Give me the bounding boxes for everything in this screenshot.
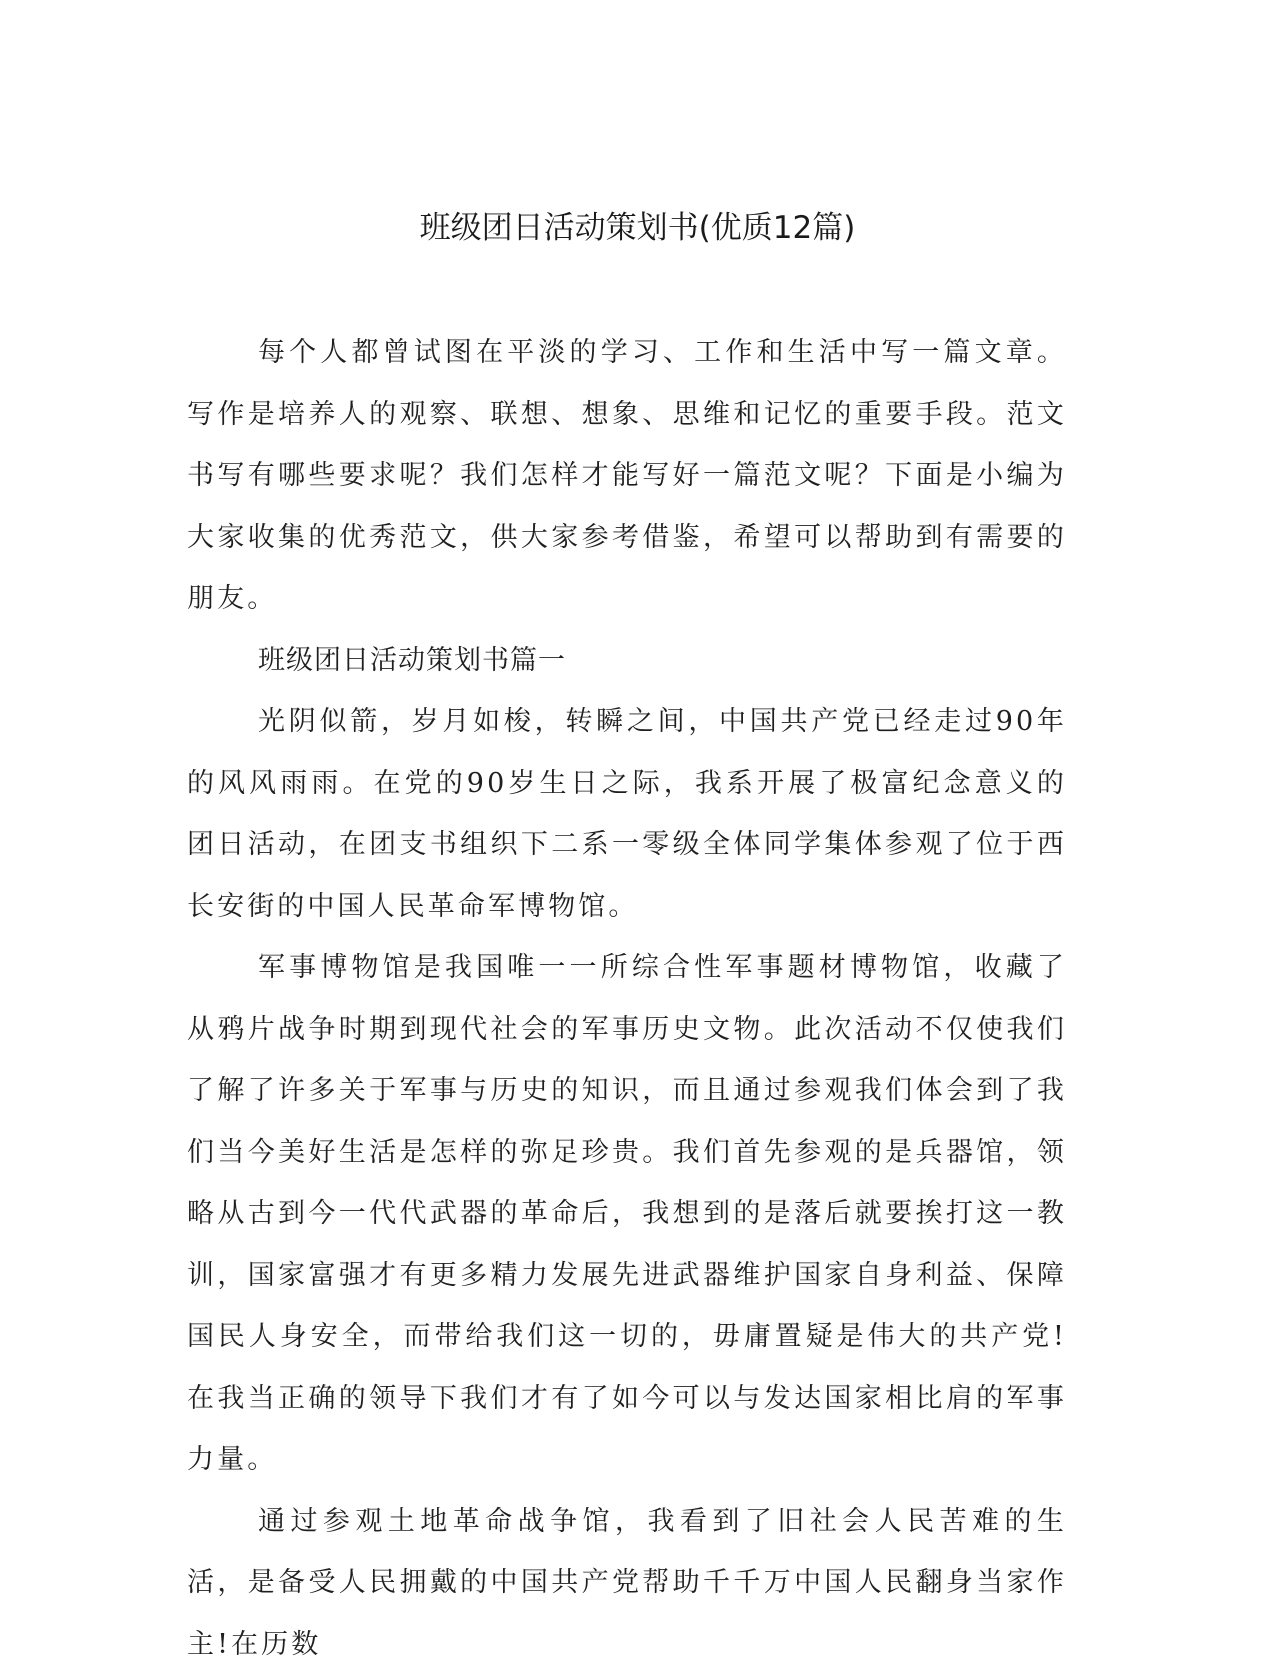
intro-paragraph: 每个人都曾试图在平淡的学习、工作和生活中写一篇文章。写作是培养人的观察、联想、想象、思维和记忆的重要手段。范文书写有哪些要求呢？我们怎样才能写好一篇范文呢？下面是小编为大家收集的优秀范文，供大家参考借鉴，希望可以帮助到有需要的朋友。: [187, 322, 1067, 630]
body-paragraph: 通过参观土地革命战争馆，我看到了旧社会人民苦难的生活，是备受人民拥戴的中国共产党帮助千千万中国人民翻身当家作主!在历数: [187, 1491, 1067, 1675]
body-paragraph: 光阴似箭，岁月如梭，转瞬之间，中国共产党已经走过90年的风风雨雨。在党的90岁生日之际，我系开展了极富纪念意义的团日活动，在团支书组织下二系一零级全体同学集体参观了位于西长安街的中国人民革命军博物馆。: [187, 691, 1067, 937]
section-heading: 班级团日活动策划书篇一: [187, 630, 1067, 692]
body-paragraph: 军事博物馆是我国唯一一所综合性军事题材博物馆，收藏了从鸦片战争时期到现代社会的军事历史文物。此次活动不仅使我们了解了许多关于军事与历史的知识，而且通过参观我们体会到了我们当今美好生活是怎样的弥足珍贵。我们首先参观的是兵器馆，领略从古到今一代代武器的革命后，我想到的是落后就要挨打这一教训，国家富强才有更多精力发展先进武器维护国家自身利益、保障国民人身安全，而带给我们这一切的，毋庸置疑是伟大的共产党!在我当正确的领导下我们才有了如今可以与发达国家相比肩的军事力量。: [187, 937, 1067, 1491]
document-title: 班级团日活动策划书(优质12篇): [0, 208, 1275, 248]
document-body: [187, 322, 1067, 1675]
